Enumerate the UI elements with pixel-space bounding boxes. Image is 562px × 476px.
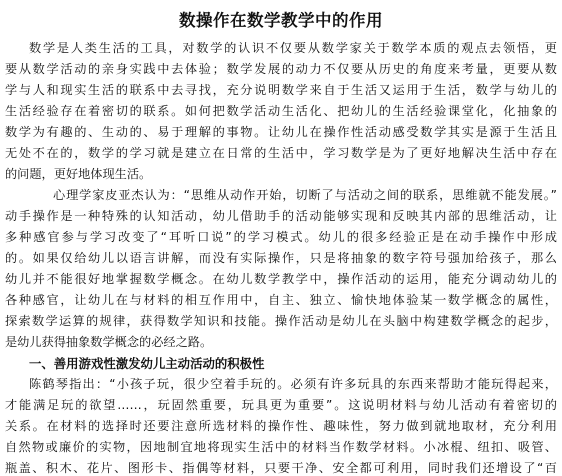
body-line: 数学是人类生活的工具，对数学的认识不仅要从数学家关于数学本质的观点去领悟，更 (29, 41, 557, 55)
body-line: 的。如果仅给幼儿以语言讲解，而没有实际操作，只是将抽象的数字符号强加给孩子，那么 (5, 251, 557, 265)
body-line: 的问题，更好地体现生活。 (5, 167, 152, 181)
body-line: 学与人和现实生活的联系中去寻找，充分说明数学来自于生活又运用于生活，数学与幼儿的 (5, 83, 557, 97)
body-line: 探索数学运算的规律，获得数学知识和技能。操作活动是幼儿在头脑中构建数学概念的起步， (5, 314, 557, 328)
body-line: 幼儿并不能很好地掌握数学概念。在幼儿数学教学中，操作活动的运用，能充分调动幼儿的 (5, 272, 557, 286)
body-line: 是幼儿获得抽象数学概念的必经之路。 (5, 335, 213, 349)
body-line: 各种感官，让幼儿在与材料的相互作用中，自主、独立、愉快地体验某一数学概念的属性， (5, 293, 557, 307)
body-line: 数学为有趣的、生动的、易于理解的事物。让幼儿在操作性活动感受数学其实是源于生活且 (5, 125, 557, 139)
body-line: 无处不在的，数学的学习就是建立在日常的生活中，学习数学是为了更好地解决生活中存在 (5, 146, 557, 160)
body-line: 才能满足玩的欲望……，玩固然重要，玩具更为重要”。这说明材料与幼儿活动有着密切的 (5, 398, 557, 412)
section-heading: 一、善用游戏性激发幼儿主动活动的积极性 (29, 356, 265, 371)
body-line: 动手操作是一种特殊的认知活动，幼儿借助手的活动能够实现和反映其内部的思维活动，让 (5, 209, 557, 223)
body-line: 陈鹤琴指出：“小孩子玩，很少空着手玩的。必须有许多玩具的东西来帮助才能玩得起来， (29, 377, 557, 391)
body-line: 要从数学活动的亲身实践中去体验；数学发展的动力不仅要从历史的角度来考量，更要从数 (5, 62, 557, 76)
body-line: 关系。在材料的选择时还要注意所选材料的操作性、趣味性，努力做到就地取材，充分利用 (5, 419, 557, 433)
body-line: 自然物或廉价的实物，因地制宜地将现实生活中的材料当作数学材料。小冰棍、纽扣、吸管、 (5, 440, 557, 454)
body-line: 多种感官参与学习改变了“耳听口说”的学习模式。幼儿的很多经验正是在动手操作中形成 (5, 230, 557, 244)
document-title: 数操作在数学教学中的作用 (179, 11, 383, 30)
document-body (5, 38, 557, 476)
body-line: 心理学家皮亚杰认为：“思维从动作开始，切断了与活动之间的联系，思维就不能发展。” (53, 188, 557, 202)
body-line: 瓶盖、积木、花片、图形卡、指偶等材料，只要干净、安全都可利用，同时我们还增设了“百 (5, 461, 557, 475)
body-line: 生活经验存在着密切的联系。如何把数学活动生活化、把幼儿的生活经验课堂化，化抽象的 (5, 104, 557, 118)
